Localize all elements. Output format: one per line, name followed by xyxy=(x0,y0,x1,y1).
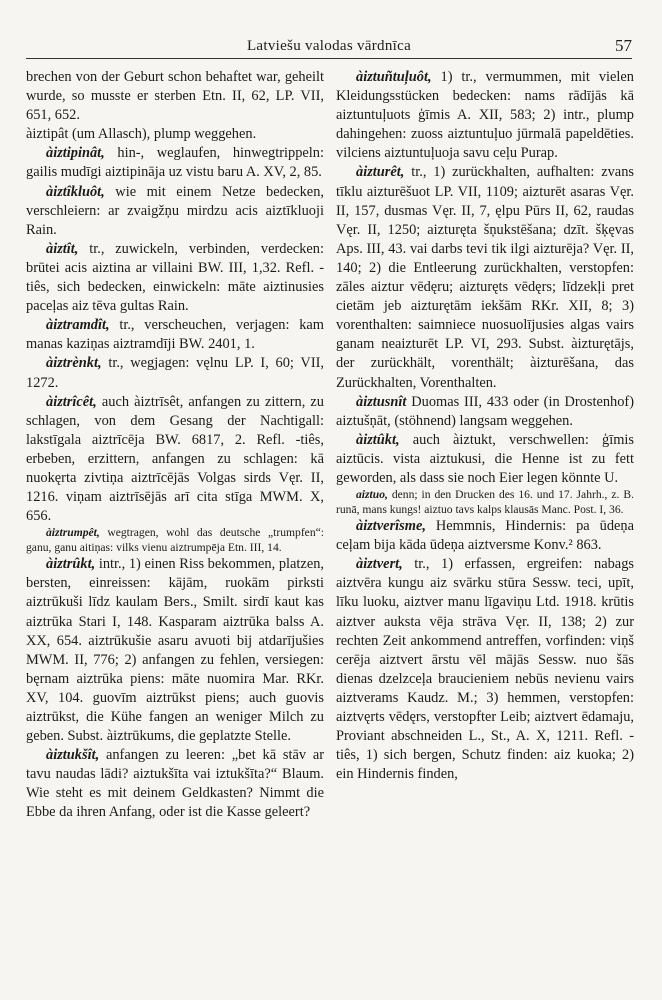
headword: àiztvert, xyxy=(356,556,403,573)
headword: àiztrûkt, xyxy=(46,556,96,573)
entry-text: wie mit einem Netze bedecken, verschleiern: ar zvaigžņu mirdzu acis aiztīkluoji Rain. xyxy=(26,183,324,238)
headword: àiztît, xyxy=(46,240,79,257)
entry-text: auch àiztukt, verschwellen: ģīmis aiztūcis. vista aiztukusi, die Henne ist zu fett geworden, als dass sie noch Eier legen könnte U. xyxy=(336,431,634,486)
dictionary-entry xyxy=(26,68,324,125)
dictionary-entry xyxy=(336,517,634,555)
headword: àiztrumpêt, xyxy=(46,526,100,540)
dictionary-entry xyxy=(336,393,634,431)
dictionary-entry xyxy=(26,354,324,392)
headword: aiztuo, xyxy=(356,488,388,502)
entry-text: anfangen zu leeren: „bet kā stāv ar tavu naudas lādi? aiztukšīta vai iztukšīta?“ Blaum. Wie steht es mit deinem Geldkasten? Nimmt die Ebbe da ihren Anfang, oder ist die Kasse geleert? xyxy=(26,747,324,821)
headword: àiztîkluôt, xyxy=(46,183,105,200)
dictionary-entry xyxy=(336,555,634,784)
dictionary-entry xyxy=(26,316,324,354)
headword: àiztramdît, xyxy=(46,317,110,334)
dictionary-entry xyxy=(26,526,324,555)
headword: àiztrènkt, xyxy=(46,355,102,372)
entry-text: 1) tr., vermummen, mit vielen Kleidungsstücken bedecken: nams rādījās kā aiztuntuļuots ģīmis A. XII, 583; 2) intr., plump dahingehen: zuoss aiztuntuļuo jūrmalā papeldēties. vilciens aiztuntuļuoja savu ceļu Purap. xyxy=(336,69,634,162)
entry-text: tr., zuwickeln, verbinden, verdecken: brūtei acis aiztina ar villaini BW. III, 1,32. Refl. -tiês, sich bedecken, einwickeln: māte aiztinusies paceļas aiz tēva gultas Rain. xyxy=(26,240,324,315)
entry-text: tr., 1) erfassen, ergreifen: nabags aiztvēra kungu aiz svārku stūra Sessw. teci, upīt, līku luoku, aiztver manu līgaviņu Ltd. 1918. krūtis aiztver auksta vēja strāva Vęr. II, 138; 2) zur rechten Zeit ankommend antreffen, vorfinden: viņš cerēja aiztvert ārstu vēl mājās Sessw. nuo šās dienas dzelzceļa braucieniem nebūs nevienu vairs aiztverams Kaudz. M.; 3) hemmen, verstopfen: aiztvęrts vēdęrs, verstopfter Leib; aiztvert ēdamaju, Proviant abschneiden L., St., A. X, 1211. Refl. -tiês, 1) sich bergen, Schutz finden: aiz kuoka; 2) ein Hindernis finden, xyxy=(336,556,634,783)
dictionary-entry xyxy=(336,68,634,163)
dictionary-entry xyxy=(26,555,324,746)
headword: àiztuñtuļuôt, xyxy=(356,69,432,85)
headword: àiztusnît xyxy=(356,393,407,410)
page-header xyxy=(26,36,632,59)
entry-text: auch àiztrīsêt, anfangen zu zittern, zu schlagen, von dem Gesang der Nachtigall: lakstīgala aiztrīcēja BW. 6817, 2. Refl. -tiês, erbeben, erzittern, anfangen zu schlagen: kā nuokęrta zivtiņa aiztrīcējās Volgas sirds Vęr. II, 1216. viņam aiztrīsējās arī cita stīga MWM. X, 656. xyxy=(26,393,324,525)
entry-text: Hemmnis, Hindernis: pa ūdeņa ceļam bija kāda ūdeņa aiztversme Konv.² 863. xyxy=(336,518,634,554)
headword: àiztrîcêt, xyxy=(46,393,97,410)
headword: àiztipinât, xyxy=(46,145,105,162)
left-column xyxy=(26,68,324,823)
headword: àiztukšît, xyxy=(46,747,100,764)
entry-text: denn; in den Drucken des 16. und 17. Jahrh., z. B. runā, mans kungs! aiztuo tavs kalps klausās Manc. Post. I, 36. xyxy=(336,488,634,516)
headword: àiztverîsme, xyxy=(356,518,426,535)
dictionary-entry xyxy=(336,163,634,392)
entry-text: brechen von der Geburt schon behaftet war, geheilt wurde, so musste er sterben Etn. II, 62, LP. VII, 651, 652. xyxy=(26,69,324,124)
entry-text: tr., verscheuchen, verjagen: kam manas kaziņas aiztramdīji BW. 2401, 1. xyxy=(26,317,324,353)
right-column xyxy=(336,68,634,784)
entry-text: tr., wegjagen: vęlnu LP. I, 60; VII, 1272. xyxy=(26,355,324,391)
dictionary-entry xyxy=(26,393,324,527)
entry-text: tr., 1) zurückhalten, aufhalten: zvans tīklu aizturēšuot LP. VII, 1109; aizturēt asaras Vęr. II, 157, dusmas Vęr. II, 7, ęlpu Pūrs II, 62, raudas Vęr. II, 1250; aizturęta šņukstēšana; dzīt. šķęvas Aps. III, 43. vai darbs tevi tik ilgi aizturēja? Vęr. II, 140; 2) die Entleerung zurückhalten, verstopfen: zāles aiztur vēdęru; aizturęts vēdęrs; līdzekļi pret cietām jeb aizturętām iekšām RKr. XII, 8; 3) vorenthalten: saimniece nuosuolījusies algas vairs ganam neaizturēt LP. VI, 293. Subst. àizturętājs, der zurückhält, vorenthält; àizturēšana, das Zurückhalten, Vorenthalten. xyxy=(336,164,634,391)
headword: àiztûkt, xyxy=(356,431,400,448)
dictionary-entry xyxy=(26,144,324,182)
page-number: 57 xyxy=(615,36,632,55)
dictionary-entry xyxy=(26,125,324,144)
headword: àizturêt, xyxy=(356,164,405,181)
dictionary-entry xyxy=(26,746,324,822)
entry-text: intr., 1) einen Riss bekommen, platzen, bersten, einreissen: kājām, ruokām pirksti aiztrūkuši līdz kaulam Bers., Smilt. sirdī kaut kas aiztrūka Stari I, 148. Kasparam aiztrūka balss A. XX, 654. aiztrūkušie asaru avuoti bij atdarījušies MWM. II, 776; 2) anfangen zu fehlen, versiegen: bęrnam aiztrūka piens: māte nuomira Mar. RKr. XV, 104. guovīm aiztrūkst piens; auch guovis aiztrūkst, die Kühe fangen an weniger Milch zu geben. Subst. àiztrūkums, die geplatzte Stelle. xyxy=(26,556,324,745)
running-title: Latviešu valodas vārdnīca xyxy=(246,38,412,54)
dictionary-entry xyxy=(336,431,634,488)
entry-text: Duomas III, 433 oder (in Drostenhof) aiztušņāt, (stöhnend) langsam weggehen. xyxy=(336,393,634,429)
dictionary-entry xyxy=(336,488,634,517)
dictionary-entry xyxy=(26,183,324,240)
entry-text: hin-, weglaufen, hinwegtrippeln: gailis mudīgi aiztipināja uz vistu baru A. XV, 2, 85. xyxy=(26,145,324,181)
entry-text: wegtragen, wohl das deutsche „trumpfen“: ganu, ganu aitiņas: vilks vienu aiztrumpēja Etn. III, 14. xyxy=(26,526,324,554)
entry-text: àiztipât (um Allasch), plump weggehen. xyxy=(26,126,257,143)
dictionary-entry xyxy=(26,240,324,316)
